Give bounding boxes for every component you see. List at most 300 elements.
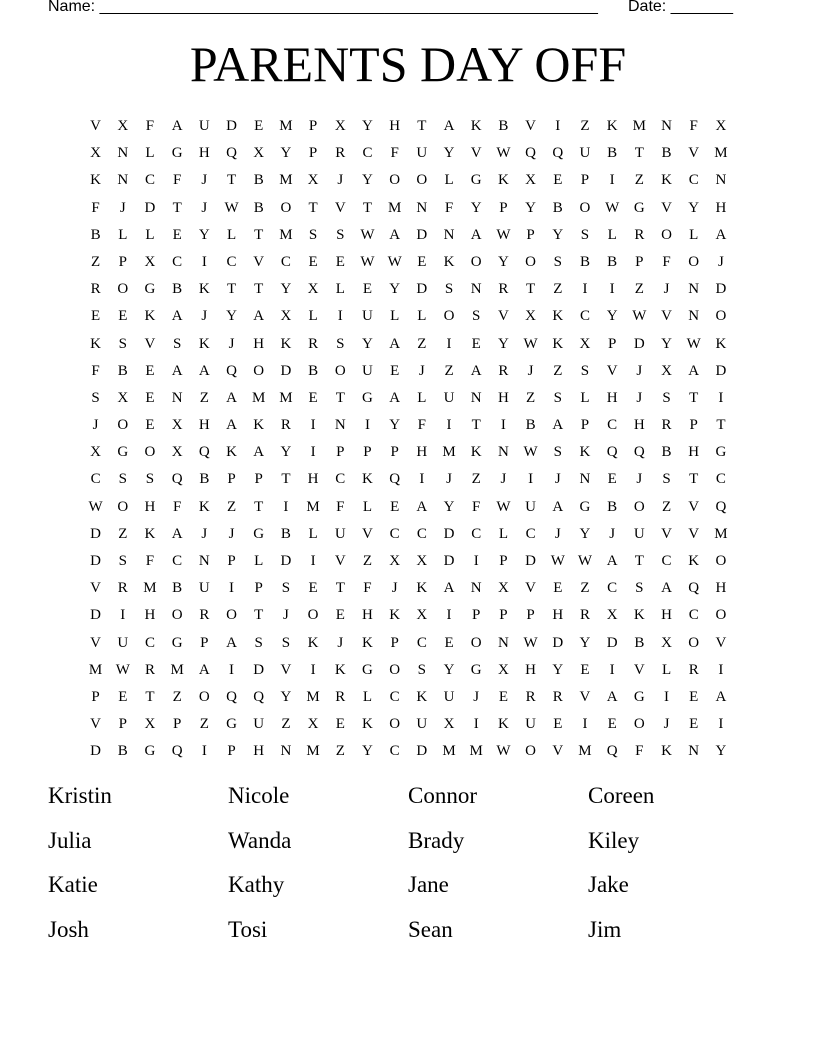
word-list-item: Nicole xyxy=(228,783,290,808)
grid-cell: P xyxy=(227,743,236,760)
grid-cell: D xyxy=(90,553,102,569)
grid-row xyxy=(82,684,735,711)
grid-cell: M xyxy=(578,743,592,760)
grid-cell: X xyxy=(334,118,346,134)
grid-cell: M xyxy=(306,688,320,705)
grid-cell: K xyxy=(334,661,346,678)
grid-cell: G xyxy=(470,172,482,189)
grid-row xyxy=(82,466,735,493)
grid-cell: G xyxy=(226,716,237,733)
grid-row xyxy=(82,195,735,222)
grid-cell: V xyxy=(688,498,700,515)
grid-cell: O xyxy=(661,226,672,243)
grid-cell: A xyxy=(198,362,210,379)
grid-cell: A xyxy=(226,634,237,651)
grid-cell: A xyxy=(253,308,265,325)
grid-cell: X xyxy=(117,118,129,134)
grid-cell: Q xyxy=(389,471,401,488)
grid-cell: V xyxy=(633,661,645,678)
grid-cell: W xyxy=(577,553,593,569)
grid-cell: S xyxy=(118,553,127,569)
grid-cell: O xyxy=(579,199,591,216)
grid-cell: C xyxy=(172,253,183,270)
grid-cell: B xyxy=(661,444,672,461)
grid-cell: O xyxy=(525,743,537,760)
grid-cell: N xyxy=(497,634,509,651)
grid-cell: X xyxy=(307,172,319,189)
grid-cell: V xyxy=(470,145,482,162)
grid-cell: C xyxy=(389,743,400,760)
grid-cell: K xyxy=(144,525,156,542)
grid-cell: K xyxy=(579,444,591,461)
grid-cell: P xyxy=(308,145,318,162)
grid-cell: U xyxy=(117,634,129,651)
grid-cell: F xyxy=(91,362,100,379)
grid-cell: I xyxy=(473,553,479,569)
grid-cell: O xyxy=(144,444,156,461)
grid-cell: J xyxy=(337,172,344,189)
grid-cell: P xyxy=(227,553,236,569)
grid-cell: S xyxy=(417,661,427,678)
grid-cell: D xyxy=(416,743,428,760)
grid-cell: L xyxy=(226,226,237,243)
grid-cell: B xyxy=(634,634,645,651)
grid-cell: Y xyxy=(280,281,292,298)
grid-row xyxy=(82,602,735,629)
grid-cell: L xyxy=(444,172,454,189)
grid-row xyxy=(82,358,735,385)
grid-cell: T xyxy=(254,607,264,624)
grid-cell: N xyxy=(688,308,700,325)
grid-cell: J xyxy=(92,417,99,434)
grid-cell: H xyxy=(144,498,156,515)
grid-cell: N xyxy=(334,417,346,434)
grid-cell: D xyxy=(633,335,645,352)
name-field-line: Name: ________________________________________________________ xyxy=(48,0,598,15)
grid-cell: M xyxy=(442,444,456,461)
grid-cell: O xyxy=(715,308,727,325)
grid-cell: L xyxy=(689,226,699,243)
grid-cell: E xyxy=(607,716,617,733)
grid-cell: S xyxy=(118,471,127,488)
grid-cell: O xyxy=(171,607,183,624)
grid-cell: M xyxy=(306,743,320,760)
grid-cell: T xyxy=(634,553,644,569)
grid-cell: A xyxy=(198,661,210,678)
word-list-item: Wanda xyxy=(228,827,292,853)
grid-cell: I xyxy=(229,661,235,678)
grid-cell: L xyxy=(580,389,590,406)
grid-cell: U xyxy=(362,362,373,379)
grid-cell: X xyxy=(416,607,428,624)
grid-cell: P xyxy=(580,417,590,434)
grid-cell: E xyxy=(145,389,155,406)
grid-cell: B xyxy=(607,145,618,162)
grid-cell: E xyxy=(145,362,155,379)
grid-cell: M xyxy=(279,389,293,406)
grid-cell: J xyxy=(636,389,643,406)
grid-cell: K xyxy=(144,308,156,325)
grid-cell: D xyxy=(280,362,292,379)
grid-cell: X xyxy=(579,335,591,352)
grid-cell: D xyxy=(443,553,455,569)
grid-cell: E xyxy=(308,253,318,270)
grid-cell: V xyxy=(715,634,727,651)
grid-cell: V xyxy=(334,199,346,216)
grid-cell: X xyxy=(525,308,537,325)
grid-cell: U xyxy=(416,145,428,162)
word-list-item: Katie xyxy=(48,872,98,897)
grid-cell: O xyxy=(334,362,346,379)
grid-cell: D xyxy=(90,525,102,542)
grid-cell: R xyxy=(308,335,319,352)
grid-cell: B xyxy=(498,118,509,134)
grid-cell: S xyxy=(662,471,671,488)
grid-cell: L xyxy=(308,308,318,325)
grid-cell: W xyxy=(550,553,565,569)
grid-cell: A xyxy=(171,525,183,542)
grid-cell: B xyxy=(552,199,563,216)
grid-cell: K xyxy=(198,498,210,515)
grid-cell: C xyxy=(226,253,237,270)
grid-cell: T xyxy=(226,281,237,298)
grid-row xyxy=(82,657,735,684)
grid-cell: I xyxy=(419,471,425,488)
grid-cell: K xyxy=(90,172,102,189)
grid-row xyxy=(82,439,735,466)
grid-cell: K xyxy=(470,118,482,134)
grid-cell: R xyxy=(117,580,128,597)
grid-cell: P xyxy=(254,580,263,597)
grid-cell: J xyxy=(636,362,643,379)
grid-cell: K xyxy=(280,335,292,352)
grid-cell: I xyxy=(718,716,724,733)
grid-cell: H xyxy=(416,444,428,461)
grid-cell: E xyxy=(580,661,590,678)
grid-cell: Y xyxy=(443,498,455,515)
grid-cell: M xyxy=(714,145,728,162)
grid-cell: Y xyxy=(443,661,455,678)
grid-cell: A xyxy=(171,362,183,379)
grid-cell: N xyxy=(715,172,727,189)
grid-cell: Y xyxy=(715,743,727,760)
grid-cell: C xyxy=(416,525,427,542)
grid-cell: S xyxy=(635,580,644,597)
grid-cell: E xyxy=(308,389,318,406)
grid-cell: S xyxy=(444,281,454,298)
grid-cell: P xyxy=(390,634,399,651)
grid-cell: F xyxy=(444,199,454,216)
grid-cell: C xyxy=(144,172,155,189)
grid-cell: B xyxy=(172,580,183,597)
grid-cell: Y xyxy=(579,525,591,542)
grid-cell: V xyxy=(90,580,102,597)
grid-cell: I xyxy=(229,580,235,597)
grid-cell: R xyxy=(335,145,346,162)
grid-cell: L xyxy=(362,498,373,515)
grid-cell: E xyxy=(91,308,101,325)
grid-cell: J xyxy=(527,362,534,379)
grid-cell: X xyxy=(307,716,319,733)
grid-row xyxy=(82,385,735,412)
grid-cell: C xyxy=(280,253,291,270)
grid-cell: C xyxy=(90,471,101,488)
grid-cell: J xyxy=(201,525,208,542)
grid-cell: F xyxy=(363,580,372,597)
grid-cell: A xyxy=(552,498,564,515)
grid-cell: V xyxy=(90,118,102,134)
grid-cell: K xyxy=(198,281,210,298)
grid-cell: I xyxy=(283,498,289,515)
grid-cell: X xyxy=(307,281,319,298)
grid-cell: U xyxy=(362,308,373,325)
grid-cell: J xyxy=(473,688,480,705)
grid-cell: C xyxy=(389,525,400,542)
grid-row xyxy=(82,222,735,249)
grid-cell: H xyxy=(198,417,210,434)
grid-cell: H xyxy=(389,118,401,134)
grid-cell: J xyxy=(663,281,670,298)
grid-cell: J xyxy=(554,471,561,488)
grid-cell: E xyxy=(172,226,182,243)
grid-cell: T xyxy=(417,118,427,134)
grid-cell: K xyxy=(416,580,428,597)
grid-cell: A xyxy=(171,308,183,325)
grid-cell: N xyxy=(661,118,672,134)
grid-cell: P xyxy=(499,607,508,624)
grid-cell: I xyxy=(718,661,724,678)
grid-cell: P xyxy=(363,444,372,461)
grid-cell: B xyxy=(253,199,264,216)
grid-cell: A xyxy=(416,498,428,515)
grid-cell: P xyxy=(308,118,318,134)
grid-cell: S xyxy=(472,308,481,325)
grid-cell: Z xyxy=(91,253,101,270)
grid-cell: K xyxy=(497,172,509,189)
grid-cell: K xyxy=(389,607,401,624)
grid-cell: N xyxy=(443,226,455,243)
grid-cell: S xyxy=(118,335,127,352)
word-list-item: Coreen xyxy=(588,783,655,808)
grid-cell: A xyxy=(389,335,401,352)
grid-cell: N xyxy=(470,389,482,406)
grid-cell: U xyxy=(633,525,645,542)
grid-cell: G xyxy=(144,281,156,298)
grid-cell: W xyxy=(360,253,375,270)
grid-row xyxy=(82,548,735,575)
grid-cell: H xyxy=(606,389,618,406)
grid-cell: Y xyxy=(552,226,564,243)
grid-cell: D xyxy=(90,607,102,624)
grid-cell: T xyxy=(308,199,318,216)
grid-cell: K xyxy=(362,471,373,488)
grid-cell: W xyxy=(496,226,511,243)
grid-cell: N xyxy=(117,145,129,162)
grid-cell: T xyxy=(254,498,264,515)
grid-cell: G xyxy=(633,199,645,216)
grid-cell: I xyxy=(201,253,207,270)
grid-cell: B xyxy=(525,417,536,434)
grid-cell: A xyxy=(470,362,482,379)
grid-cell: S xyxy=(662,389,671,406)
grid-cell: S xyxy=(553,444,562,461)
grid-cell: O xyxy=(198,688,210,705)
grid-cell: U xyxy=(525,498,537,515)
grid-cell: O xyxy=(688,253,700,270)
grid-cell: X xyxy=(606,607,618,624)
grid-cell: N xyxy=(198,553,210,569)
grid-cell: R xyxy=(634,226,645,243)
grid-cell: O xyxy=(389,661,401,678)
grid-cell: B xyxy=(117,362,128,379)
grid-cell: W xyxy=(88,498,103,515)
grid-cell: L xyxy=(498,525,508,542)
grid-row xyxy=(82,738,735,765)
grid-cell: S xyxy=(580,226,590,243)
grid-cell: Y xyxy=(362,335,373,352)
grid-cell: R xyxy=(498,362,509,379)
word-list-item: Jane xyxy=(408,872,449,897)
grid-cell: X xyxy=(715,118,727,134)
grid-cell: Z xyxy=(444,362,454,379)
grid-cell: B xyxy=(253,172,264,189)
grid-cell: K xyxy=(661,743,672,760)
grid-cell: M xyxy=(279,172,293,189)
grid-cell: Y xyxy=(389,281,401,298)
grid-cell: Y xyxy=(470,199,482,216)
grid-cell: Y xyxy=(362,172,373,189)
grid-cell: S xyxy=(281,634,291,651)
grid-cell: M xyxy=(252,389,266,406)
grid-cell: I xyxy=(120,607,126,624)
grid-cell: Y xyxy=(525,199,537,216)
grid-cell: R xyxy=(90,281,101,298)
grid-cell: K xyxy=(715,335,727,352)
grid-cell: H xyxy=(362,607,373,624)
grid-cell: E xyxy=(118,308,128,325)
grid-cell: X xyxy=(443,716,455,733)
grid-cell: X xyxy=(497,661,509,678)
grid-cell: Q xyxy=(226,688,237,705)
grid-cell: M xyxy=(442,743,456,760)
grid-cell: J xyxy=(391,580,398,597)
grid-row xyxy=(82,711,735,738)
grid-cell: S xyxy=(336,226,345,243)
word-list-item: Kristin xyxy=(48,783,112,808)
grid-cell: K xyxy=(90,335,102,352)
grid-cell: P xyxy=(118,716,127,733)
grid-cell: I xyxy=(664,688,670,705)
grid-cell: E xyxy=(444,634,454,651)
grid-cell: H xyxy=(661,607,672,624)
grid-cell: N xyxy=(171,389,183,406)
grid-cell: A xyxy=(253,444,265,461)
grid-cell: Y xyxy=(661,335,672,352)
grid-row xyxy=(82,521,735,548)
grid-cell: J xyxy=(201,308,208,325)
grid-cell: Z xyxy=(417,335,427,352)
grid-cell: V xyxy=(525,580,537,597)
grid-cell: J xyxy=(636,471,643,488)
word-list-item: Tosi xyxy=(228,916,268,942)
grid-cell: Z xyxy=(118,525,128,542)
grid-cell: O xyxy=(470,253,482,270)
grid-cell: X xyxy=(280,308,292,325)
grid-cell: Q xyxy=(171,743,183,760)
grid-cell: X xyxy=(144,253,156,270)
grid-cell: O xyxy=(307,607,319,624)
grid-cell: Z xyxy=(226,498,237,515)
grid-cell: Z xyxy=(580,580,590,597)
grid-cell: X xyxy=(171,444,183,461)
word-list xyxy=(48,781,768,959)
grid-cell: G xyxy=(144,743,156,760)
grid-cell: L xyxy=(362,688,373,705)
grid-cell: M xyxy=(387,199,402,216)
grid-cell: W xyxy=(115,661,130,678)
grid-cell: Z xyxy=(281,716,291,733)
grid-row xyxy=(82,630,735,657)
grid-cell: E xyxy=(362,281,373,298)
grid-cell: Z xyxy=(199,389,209,406)
grid-cell: Q xyxy=(606,743,618,760)
grid-cell: D xyxy=(715,362,727,379)
grid-cell: D xyxy=(606,634,618,651)
grid-cell: X xyxy=(90,444,102,461)
grid-cell: J xyxy=(663,716,670,733)
grid-cell: T xyxy=(335,580,345,597)
grid-cell: I xyxy=(500,417,506,434)
grid-cell: D xyxy=(144,199,156,216)
grid-cell: U xyxy=(579,145,591,162)
grid-cell: X xyxy=(171,417,183,434)
grid-cell: Z xyxy=(580,118,590,134)
grid-cell: R xyxy=(525,688,536,705)
grid-cell: V xyxy=(334,553,346,569)
grid-cell: V xyxy=(579,688,591,705)
grid-cell: F xyxy=(172,498,182,515)
grid-cell: O xyxy=(715,607,727,624)
grid-cell: K xyxy=(226,444,237,461)
grid-cell: I xyxy=(718,389,724,406)
grid-cell: E xyxy=(498,688,508,705)
grid-cell: K xyxy=(661,172,672,189)
grid-cell: X xyxy=(661,362,672,379)
grid-cell: Q xyxy=(552,145,564,162)
grid-cell: N xyxy=(688,743,700,760)
grid-cell: Z xyxy=(661,498,672,515)
grid-cell: X xyxy=(661,634,672,651)
grid-cell: T xyxy=(335,389,345,406)
grid-cell: J xyxy=(119,199,126,216)
grid-cell: Q xyxy=(715,498,727,515)
grid-cell: A xyxy=(715,226,727,243)
grid-cell: I xyxy=(310,444,316,461)
grid-cell: J xyxy=(446,471,452,488)
grid-cell: D xyxy=(90,743,102,760)
grid-row xyxy=(82,113,735,140)
grid-cell: S xyxy=(281,580,291,597)
grid-cell: F xyxy=(145,118,155,134)
grid-cell: O xyxy=(715,553,727,569)
grid-cell: B xyxy=(607,498,618,515)
grid-cell: P xyxy=(254,471,263,488)
grid-cell: G xyxy=(715,444,727,461)
word-list-item: Julia xyxy=(48,827,92,853)
grid-cell: N xyxy=(470,281,482,298)
grid-cell: O xyxy=(226,607,237,624)
grid-cell: A xyxy=(443,118,455,134)
